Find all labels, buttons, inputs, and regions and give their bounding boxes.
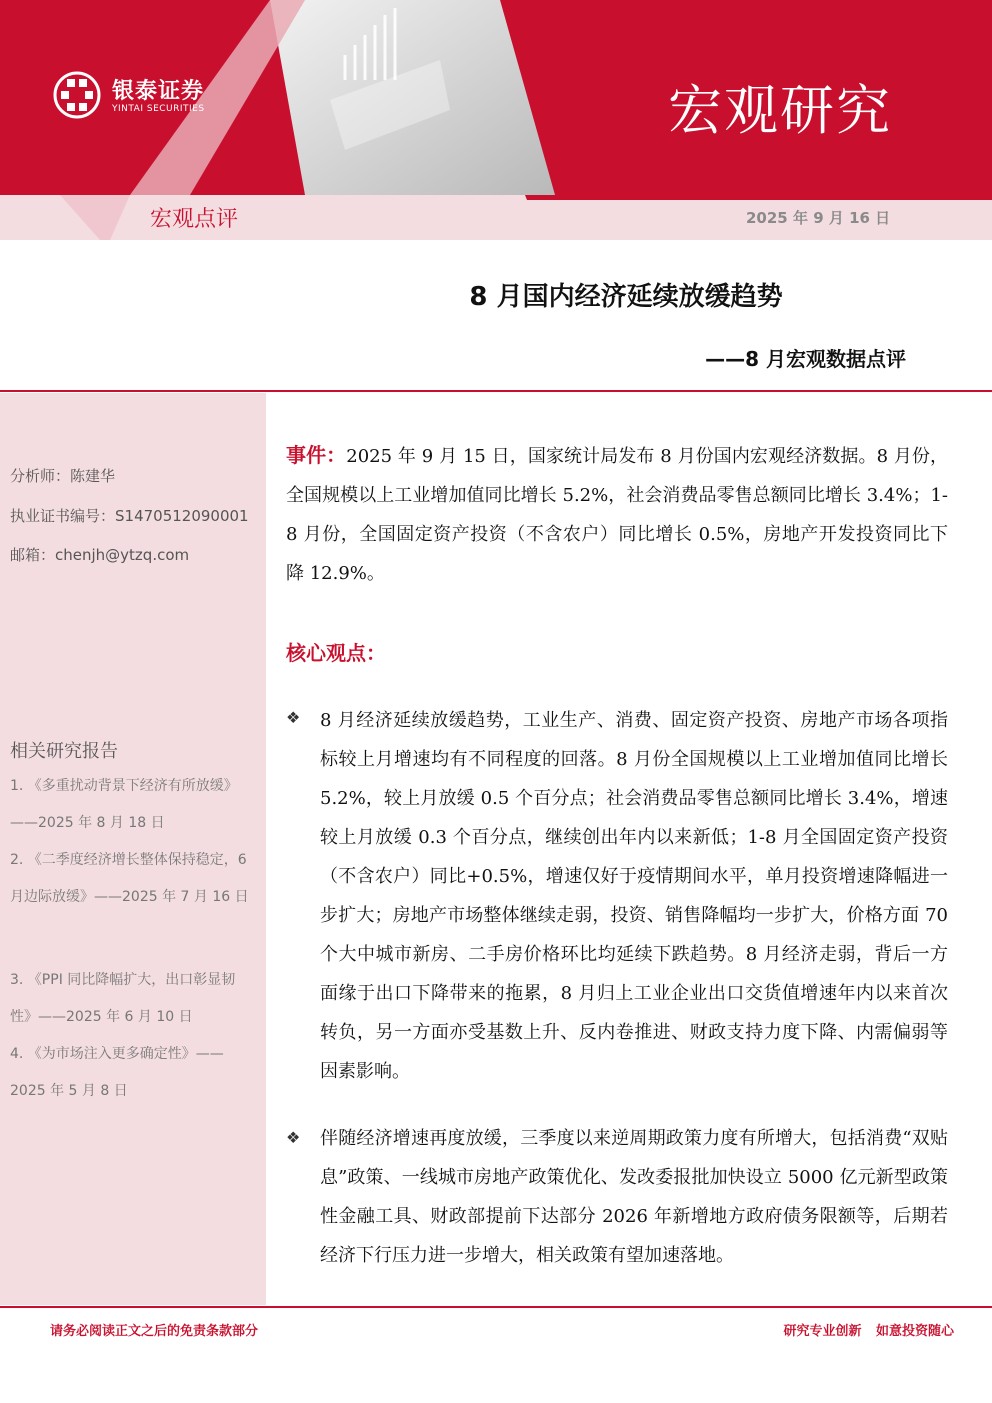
related-report-item: 3. 《PPI 同比降幅扩大，出口彰显韧性》——2025 年 6 月 10 日 (10, 972, 236, 1025)
related-report-item: 1. 《多重扰动背景下经济有所放缓》——2025 年 8 月 18 日 (10, 778, 238, 831)
footer-slogan: 研究专业创新 如意投资随心 (783, 1324, 954, 1339)
related-report-item: 2. 《二季度经济增长整体保持稳定，6 月边际放缓》——2025 年 7 月 16 日 (10, 852, 249, 905)
report-subtitle: ——8 月宏观数据点评 (705, 347, 906, 371)
brand-name: 银泰证券 (112, 79, 205, 104)
report-title: 8 月国内经济延续放缓趋势 (469, 282, 783, 312)
event-text: 2025 年 9 月 15 日，国家统计局发布 8 月份国内宏观经济数据。8 月份，全国规模以上工业增加值同比增长 5.2%，社会消费品零售总额同比增长 3.4%；1-8 月份，全国固定资产投资（不含农户）同比增长 0.5%，房地产开发投资同比下降 12.9%。 (286, 446, 949, 584)
related-reports-heading: 相关研究报告 (10, 741, 118, 762)
report-category: 宏观点评 (150, 207, 239, 232)
disclaimer-notice: 请务必阅读正文之后的免责条款部分 (50, 1324, 259, 1339)
diamond-bullet-icon: ❖ (286, 1128, 301, 1147)
brand-logo (52, 70, 252, 122)
brand-english-name: YINTAI SECURITIES (112, 104, 205, 114)
header-divider (0, 390, 992, 392)
footer-divider (0, 1306, 992, 1308)
related-report-item: 4. 《为市场注入更多确定性》——2025 年 5 月 8 日 (10, 1046, 224, 1099)
diamond-bullet-icon: ❖ (286, 708, 301, 727)
core-points-heading: 核心观点： (286, 641, 386, 665)
analyst-name: 分析师：陈建华 (10, 467, 116, 485)
core-point-item: 伴随经济增速再度放缓，三季度以来逆周期政策力度有所增大，包括消费“双贴息”政策、一线城市房地产政策优化、发改委报批加快设立 5000 亿元新型政策性金融工具、财政部提前下达部分 2026 年新增地方政府债务限额等，后期若经济下行压力进一步增大，相关政策有望加速落地。 (320, 1128, 948, 1266)
license-number: 执业证书编号：S1470512090001 (10, 507, 249, 525)
series-title: 宏观研究 (668, 79, 892, 142)
event-label: 事件： (286, 443, 347, 467)
analyst-email: 邮箱：chenjh@ytzq.com (10, 546, 190, 564)
brand-mark-icon (52, 70, 102, 120)
report-date: 2025 年 9 月 16 日 (746, 209, 891, 227)
event-paragraph (286, 436, 948, 593)
core-point-item: 8 月经济延续放缓趋势，工业生产、消费、固定资产投资、房地产市场各项指标较上月增速均有不同程度的回落。8 月份全国规模以上工业增加值同比增长 5.2%，较上月放缓 0.5 个百分点；社会消费品零售总额同比增长 3.4%，增速较上月放缓 0.3 个百分点，继续创出年内以来新低；1-8 月全国固定资产投资（不含农户）同比+0.5%，增速仅好于疫情期间水平，单月投资增速降幅进一步扩大；房地产市场整体继续走弱，投资、销售降幅均一步扩大，价格方面 70 个大中城市新房、二手房价格环比均延续下跌趋势。8 月经济走弱，背后一方面缘于出口下降带来的拖累，8 月归上工业企业出口交货值增速年内以来首次转负，另一方面亦受基数上升、反内卷推进、财政支持力度下降、内需偏弱等因素影响。 (320, 710, 948, 1082)
